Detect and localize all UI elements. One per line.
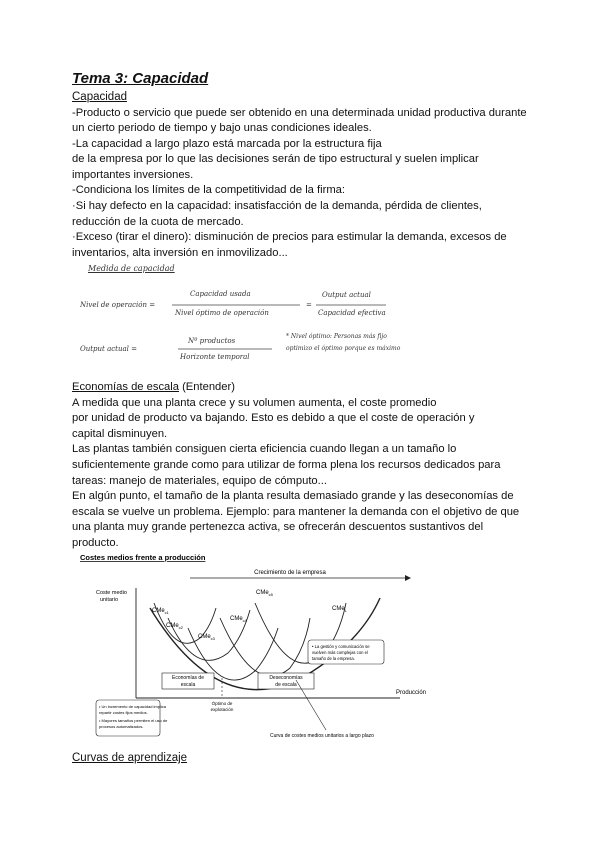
optimum-label-2: explotación [210,707,234,712]
deseconomias-box-line-2: de escala [275,682,297,688]
y-label-1: Coste medio [96,590,127,596]
box-left-line-4: procesos automatizados. [99,724,144,729]
economias-box-line-1: Economías de [172,675,204,681]
box-left-line-1: • Un incremento de capacidad implica [99,704,166,709]
lp-label: Curva de costes medios unitarios a largo plazo [270,733,374,739]
note-line-1: * Nivel óptimo: Personas más fijo [286,333,387,340]
growth-arrow-head [405,575,411,581]
formula1-denominator: Nivel óptimo de operación [175,309,269,317]
economias-line: suficientemente grande como para utilizar de forma plena los recursos dedicados para [72,458,501,471]
capacidad-line: -Condiciona los límites de la competitividad de la firma: [72,184,345,197]
economias-line: tareas: manejo de materiales, equipo de cómputo... [72,474,327,487]
box-left-line-3: • Mayores tamaños permiten el uso de [99,718,168,723]
capacidad-body [72,106,532,262]
curve-label-4-main: CMe [230,616,243,622]
curve-label-1-main: CMe [152,608,165,614]
curve-label-4 [230,616,248,623]
curve-label-3 [198,634,216,641]
formula2-left: Output actual = [80,345,138,353]
section-heading-curvas: Curvas de aprendizaje [72,752,188,764]
curve-label-1-sub: c1 [164,610,169,615]
economias-line: A medida que una planta crece y su volumen aumenta, el coste promedio [72,396,437,409]
formula1-numerator: Capacidad usada [190,290,251,298]
economias-line: una planta muy grande pertenezca activa, se ofrecerán descuentos sustantivos del [72,521,484,534]
curve-label-5-sub: c5 [268,592,273,597]
section-heading-economias [72,380,532,396]
economias-line: por unidad de producto va bajando. Esto es debido a que el coste de operación y [72,412,475,425]
economias-box-line-2: escala [180,682,196,688]
optimum-label-1: Óptimo de [211,701,233,706]
capacidad-line: inventarios, alta inversión en inmovilizado... [72,246,288,259]
handwritten-heading: Medida de capacidad [88,264,175,273]
cost-diagram [70,548,530,748]
economias-heading-suffix: (Entender) [178,381,235,393]
curve-label-2-main: CMe [166,623,179,629]
curve-label-5 [256,590,274,597]
page-title: Tema 3: Capacidad [72,70,209,87]
curve-label-6-sub: L [344,608,347,613]
curve-label-3-main: CMe [198,634,211,640]
formula1-numerator2: Output actual [322,291,371,299]
curve-label-2 [166,623,184,630]
capacidad-line: importantes inversiones. [72,168,194,181]
cost-diagram-svg [70,548,530,748]
economias-line: En algún punto, el tamaño de la planta resulta demasiado grande y las deseconomías de [72,490,514,503]
curve-label-5-main: CMe [256,590,269,596]
box-left-line-2: repartir costes fijos medios. [99,710,148,715]
capacidad-line: de la empresa por lo que las decisiones serán de tipo estructural y suelen implicar [72,153,479,166]
deseconomias-box-line-1: Deseconomías [269,675,303,681]
curve-label-6 [332,606,348,613]
curve-label-3-sub: c3 [210,636,215,641]
curve-label-6-main: CMe [332,606,345,612]
curve-label-4-sub: c4 [242,618,247,623]
formula1-left: Nivel de operación = [80,301,156,309]
formula2-denominator: Horizonte temporal [180,353,250,361]
capacidad-line: reducción de la cuota de mercado. [72,215,244,228]
formula1-denominator2: Capacidad efectiva [318,309,386,317]
capacidad-line: ·Exceso (tirar el dinero): disminución de precios para estimular la demanda, excesos de [72,231,507,244]
economias-section [72,380,532,552]
capacidad-line: ·Si hay defecto en la capacidad: insatisfacción de la demanda, pérdida de clientes, [72,200,482,213]
diagram-title: Costes medios frente a producción [80,553,206,562]
economias-heading: Economías de escala [72,381,179,393]
note-line-2: optimizo el óptimo porque es máximo [286,345,401,352]
economias-line: producto. [72,536,119,549]
x-label: Producción [396,690,427,696]
economias-line: capital disminuyen. [72,427,168,440]
economias-line: escala se vuelve un problema. Ejemplo: para mantener la demanda con el objetivo de que [72,505,520,518]
short-run-curve-4 [220,618,310,676]
capacidad-line: un cierto periodo de tiempo y bajo unas condiciones ideales. [72,122,372,135]
capacidad-line: -La capacidad a largo plazo está marcada por la estructura fija [72,137,382,150]
box-right-line-1: • La gestión y comunicación se [312,644,370,649]
box-right-line-3: tamaño de la empresa. [312,656,355,661]
capacidad-line: -Producto o servicio que puede ser obtenido en una determinada unidad productiva durante [72,106,527,119]
document-page [72,70,532,261]
formula2-numerator: Nº productos [188,337,236,345]
box-right-line-2: vuelven más complejas con el [312,650,368,655]
growth-label: Crecimiento de la empresa [254,570,326,576]
curve-label-2-sub: c2 [178,625,183,630]
section-heading-capacidad: Capacidad [72,91,127,103]
curve-label-1 [152,608,170,615]
y-label-2: unitario [100,597,119,603]
formula1-equals: = [306,301,312,309]
economias-line: Las plantas también consiguen cierta eficiencia cuando llegan a un tamaño lo [72,443,457,456]
